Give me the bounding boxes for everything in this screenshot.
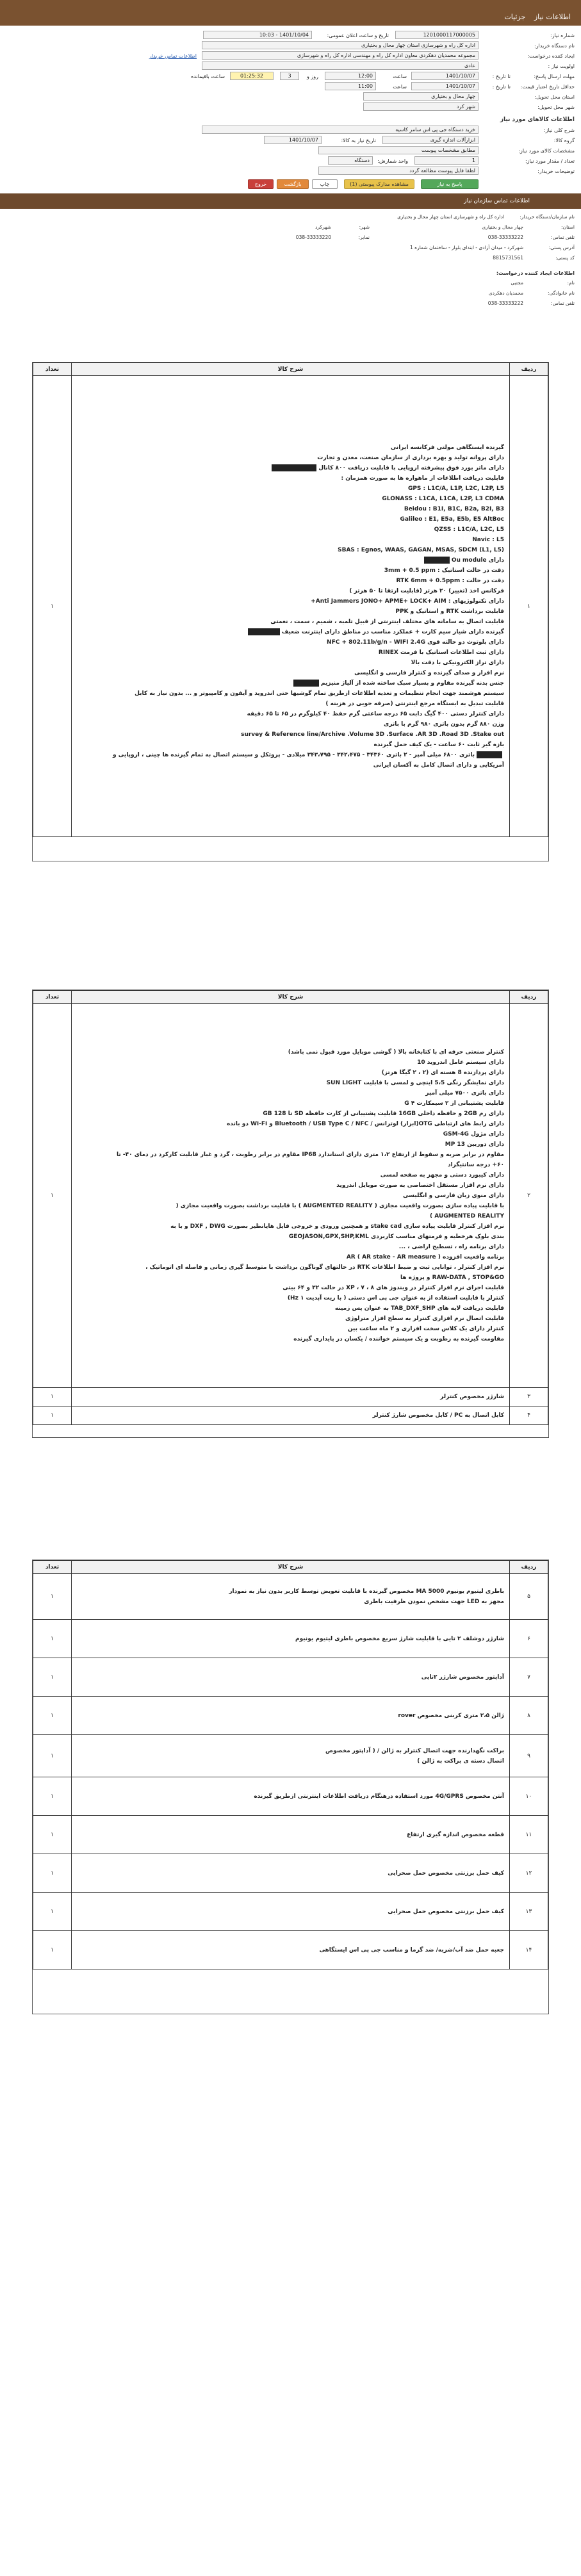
desc-line: قابلیت دریافت لایه های TAB_DXF_SHP به عنوان پس زمینه — [334, 1305, 504, 1312]
row-qty: ۱ — [33, 1777, 72, 1816]
remaining-day-label: روز و — [307, 74, 318, 79]
row-qty: ۱ — [33, 1931, 72, 1969]
desc-line: Galileo : E1, E5a, E5b, E5 AltBoc — [400, 516, 504, 523]
row-number: ۱۲ — [510, 1854, 548, 1893]
desc-line: سیستم هوشمند جهت انجام تنظیمات و تغذیه اطلاعات ازطریق تمام گوشیها حتی اندروید و آیفون و کامپیوتر و ... بدون نیاز به کابل — [135, 690, 504, 697]
contact-name-label: نام: — [567, 280, 575, 286]
validity-hour-label: ساعت — [393, 84, 407, 90]
desc-label: توضیحات خریدار: — [537, 168, 575, 174]
desc-line — [77, 627, 504, 637]
header-desc: شرح کالا — [72, 1561, 510, 1574]
desc-line-text: دارای ماتر بورد فوق پیشرفته اروپایی با قابلیت دریافت ۸۰۰ کانال — [318, 464, 504, 471]
contact-cphone-label: تلفن تماس: — [551, 300, 575, 306]
validity-date-field: 1401/10/07 — [411, 82, 479, 90]
goods-group-label: گروه کالا: — [553, 138, 575, 143]
row-number: ۳ — [510, 1388, 548, 1406]
row-number: ۱۰ — [510, 1777, 548, 1816]
desc-line: AUGMENTED REALITY ) — [430, 1212, 504, 1219]
desc-line: دارای تراز الکترونیکی با دقت بالا — [411, 659, 504, 666]
remaining-time-field: 01:25:32 — [230, 72, 274, 80]
desc-line: ۶۰+ درجه سانتیگراد — [447, 1161, 504, 1168]
redaction-block — [424, 557, 450, 564]
desc-line: نرم افزار و صدای گیرنده و کنترلر فارسی و انگلیسی — [354, 669, 504, 676]
desc-line: قابلیت اتصال به سامانه های مختلف اینترنتی از قبیل تلمبه ، شمیم ، سمت ، نعمتی — [270, 618, 504, 625]
contact-phone-label: تلفن تماس: — [551, 234, 575, 240]
goods-section-title: اطلاعات کالاهای مورد نیاز — [500, 117, 575, 123]
desc-line-text: گیرنده دارای شیار سیم کارت + عملکرد مناسب در مناطق دارای اینترنت ضعیف — [281, 628, 504, 635]
goods-title-label: شرح کلی نیاز: — [543, 127, 575, 133]
row-qty: ۱ — [33, 1406, 72, 1425]
desc-line: قابلیت اتصال نرم افزاری کنترلر به سطح افزار مترلوژی — [345, 1315, 504, 1322]
row-description: آنتن مخصوص 4G/GPRS مورد استفاده درهنگام دریافت اطلاعات اینترنتی ازطریق گیرنده — [72, 1777, 510, 1816]
need-date-label: تاریخ نیاز به کالا: — [341, 138, 376, 143]
row-qty: ۱ — [33, 1697, 72, 1735]
buyer-name-label: نام دستگاه خریدار: — [534, 43, 575, 49]
desc-line: دارای ثبت اطلاعات استاتیک با فرمت RINEX — [378, 649, 504, 656]
row-description — [72, 1574, 510, 1620]
priority-field: عادی — [202, 61, 479, 70]
redaction-block — [248, 628, 280, 635]
row-qty: ۱ — [33, 1620, 72, 1658]
remaining-days-field: 3 — [280, 72, 299, 80]
spec-sheet-3 — [32, 1560, 549, 2014]
creator-label: ایجاد کننده درخواست: — [527, 53, 575, 59]
row-qty: ۱ — [33, 1658, 72, 1697]
redaction-block — [272, 464, 316, 471]
header-desc: شرح کالا — [72, 363, 510, 376]
desc-line: GLONASS : L1CA, L1CA, L2P, L3 CDMA — [382, 495, 504, 502]
row-number: ۱ — [510, 376, 548, 837]
contact-phone: 038-33333222 — [487, 234, 523, 240]
desc-line: قابلیت پشتیبانی از ۲ سیمکارت G ۴ — [404, 1100, 504, 1107]
desc-line: دارای دوربین MP 13 — [445, 1141, 504, 1148]
desc-line: مقاومت گیرنده به رطوبت و یک سیستم خواننده / یکسان در پایداری گیرنده — [293, 1335, 504, 1342]
header-row: ردیف — [510, 363, 548, 376]
desc-line: براکت نگهدارنده جهت اتصال کنترلر به ژالن / ( آداپتور مخصوص — [325, 1747, 504, 1754]
city-field: شهر کرد — [363, 102, 479, 111]
row-description: شارژر مخصوص کنترلر — [72, 1388, 510, 1406]
contact-creator-title: اطلاعات ایجاد کننده درخواست: — [496, 270, 575, 276]
row-qty: ۱ — [33, 1004, 72, 1388]
desc-line: باطری لیتیوم یونیوم 5000 MA مخصوص گیرنده با قابلیت تعویض توسط کاربر بدون نیاز به نمودار — [229, 1588, 504, 1595]
redaction-block — [293, 680, 319, 687]
desc-line: با قابلیت پیاده سازی بصورت واقعیت مجازی ( AUGMENTED REALITY ) با قابلیت برداشت بصورت واقعیت مجازی ( — [176, 1202, 504, 1209]
row-description: کیف حمل برزنتی مخصوص حمل صحرایی — [72, 1854, 510, 1893]
desc-line — [77, 750, 504, 760]
desc-line: دقت در حالت استاتیک : 3mm + 0.5 ppm — [384, 567, 504, 574]
row-number: ۲ — [510, 1004, 548, 1388]
spec-sheet-2 — [32, 990, 549, 1438]
row-number: ۴ — [510, 1406, 548, 1425]
desc-line: گیرنده ایستگاهی مولتی فرکانسه ایرانی — [390, 444, 504, 451]
desc-line: دارای رابط های ارتباطی OTG(ابزار) لوترانس / Bluetooth / USB Type C / NFC و Wi-Fi دو بانده — [226, 1120, 504, 1127]
row-description — [72, 1735, 510, 1777]
desc-line: قابلیت اجرای نرم افزار کنترلر در ویندوز های XP ، ۷ ، ۸ در حالت ۳۲ و ۶۴ بیتی — [282, 1284, 504, 1291]
row-description — [72, 1004, 510, 1388]
desc-line: دارای مژول GSM-4G — [443, 1130, 504, 1137]
contact-cphone: 038-33333222 — [487, 300, 523, 306]
province-label: استان محل تحویل: — [534, 94, 575, 100]
desc-line: دقت در حالت : RTK 6mm + 0.5ppm — [396, 577, 504, 584]
row-number: ۸ — [510, 1697, 548, 1735]
desc-line: دارای برنامه راه ، تسطیح اراضی ، ... — [398, 1243, 504, 1250]
row-number: ۶ — [510, 1620, 548, 1658]
desc-line-text: باتری ۶۸۰۰ میلی آمپر - ۲ باتری ۳۴۳۶۰ - ۳۴۲،۴۷۵ - ۳۴۳،۷۹۵ میلادی - پروتکل و سیستم اتصال به تمام گیرنده ها چینی ، اروپایی و — [113, 751, 475, 758]
breadcrumb-item-info[interactable]: اطلاعات نیاز — [534, 13, 571, 21]
contact-buyer-title: نام سازمان/دستگاه خریدار: — [520, 214, 575, 220]
row-description: کابل اتصال به PC / کابل مخصوص شارژ کنترلر — [72, 1406, 510, 1425]
header-row: ردیف — [510, 1561, 548, 1574]
desc-line: قابلیت برداشت RTK و استاتیک و PPK — [395, 608, 504, 615]
contact-province-label: استان: — [561, 224, 575, 230]
row-number: ۱۳ — [510, 1893, 548, 1931]
creator-field: مجموعه محمدیان دهکردی معاون اداره کل راه و مهندسی اداره کل راه و شهرسازی — [202, 51, 479, 60]
row-number: ۵ — [510, 1574, 548, 1620]
deadline-label: مهلت ارسال پاسخ: — [534, 74, 575, 79]
desc-line: دارای پردازنده 8 هسته ای (۲ ، ۲ گیگا هرتز) — [381, 1069, 504, 1076]
desc-line: اتصال دسته ی براکت به ژالن ) — [417, 1757, 504, 1765]
desc-line: برنامه واقعیت افزوده AR ( AR stake - AR measure ) — [346, 1253, 504, 1260]
goods-group-field: ابزارآلات اندازه گیری — [382, 136, 479, 144]
contact-section — [0, 209, 581, 317]
desc-line: آمریکایی و دارای اتصال کامل به آکسان ایرانی — [373, 762, 504, 769]
validity-label: حداقل تاریخ اعتبار قیمت: — [520, 84, 575, 90]
deadline-date-field: 1401/10/07 — [411, 72, 479, 80]
province-field: چهار محال و بختیاری — [363, 92, 479, 101]
announce-field: 1401/10/04 - 10:03 — [203, 31, 312, 39]
header-qty: تعداد — [33, 991, 72, 1004]
desc-line: مجهز به LED جهت مشخص نمودن ظرفیت باطری — [364, 1598, 504, 1605]
attachments-button[interactable]: مشاهده مدارک پیوستی (1) — [344, 179, 414, 189]
contact-city: شهرکرد — [315, 224, 331, 230]
desc-line: RAW-DATA , STOP&GO و پروژه ها — [400, 1274, 504, 1281]
validity-hour-field: 11:00 — [325, 82, 376, 90]
row-number: ۷ — [510, 1658, 548, 1697]
spec-table-1 — [33, 363, 548, 837]
contact-name: مجتبی — [511, 280, 523, 286]
back-button[interactable]: بازگشت — [277, 179, 309, 189]
deadline-hour-field: 12:00 — [325, 72, 376, 80]
desc-line — [77, 555, 504, 566]
contact-bar: اطلاعات تماس سازمان نیاز — [0, 193, 581, 209]
desc-line: دارای کنترلر دستی ۴۰۰ گیگ دابت ۶۵ درجه ساعتی گرم حفظ ۴۰ کیلوگرم در ۶۵ تا ۶۵ دقیقه — [247, 710, 504, 717]
need-number-label: شماره نیاز: — [550, 33, 575, 38]
desc-line: survey & Reference line/Archive .Volume 3D .Surface .AR 3D .Road 3D .Stake out — [241, 731, 504, 738]
unit-label: واحد شمارش: — [377, 158, 408, 164]
contact-family: محمدیان دهکردی — [488, 290, 523, 296]
need-date-field: 1401/10/07 — [264, 136, 322, 144]
desc-line: بندی بلوک هرخطیه و فرمتهای مناسب کاربردی GEOJASON,GPX,SHP,KML — [288, 1233, 504, 1240]
contact-buyer-org: اداره کل راه و شهرسازی استان چهار محال و بختیاری — [397, 214, 504, 220]
desc-line: دارای پروانه تولید و بهره برداری از سازمان صنعت، معدن و تجارت — [317, 454, 504, 461]
contact-province: چهار محال و بختیاری — [482, 224, 523, 230]
desc-line: GPS : L1C/A, L1P, L2C, L2P, L5 — [407, 485, 504, 492]
header-row: ردیف — [510, 991, 548, 1004]
contact-address: شهرکرد - میدان آزادی - ابتدای بلوار - ساختمان شماره 1 — [409, 245, 523, 250]
desc-line — [77, 463, 504, 473]
validity-until-label: تا تاریخ : — [492, 84, 511, 90]
breadcrumb — [498, 13, 571, 21]
contact-address-label: آدرس پستی: — [548, 245, 575, 250]
goods-title-field: خرید دستگاه جی پی اس سامر کاسیه — [202, 126, 479, 134]
desc-line: نرم افزار کنترلر قابلیت پیاده سازی stake cad و همچنین ورودی و خروجی فایل هایانظیر بصورت DXF , DWG و با به — [170, 1223, 504, 1230]
desc-line: دارای رم 2GB و حافظه داخلی 16GB قابلیت پشتیبانی از کارت حافظه SD تا 128 GB — [263, 1110, 504, 1117]
row-qty: ۱ — [33, 1735, 72, 1777]
unit-field: دستگاه — [328, 156, 373, 165]
reply-button[interactable]: پاسخ به نیاز — [421, 179, 479, 189]
top-header — [0, 0, 581, 26]
priority-label: اولویت نیاز : — [548, 63, 575, 69]
deadline-until-label: تا تاریخ : — [492, 74, 511, 79]
row-qty: ۱ — [33, 1388, 72, 1406]
desc-line: دارای بلوتوث دو حالته قوی NFC + 802.11b/g/n - WIFI 2.4G — [327, 639, 504, 646]
deadline-hour-label: ساعت — [393, 74, 407, 79]
desc-line: دارای باتری ۷۵۰۰ میلی آمپر — [425, 1089, 504, 1096]
desc-line-text: جنس بدنه گیرنده مقاوم و بسیار سبک ساخته شده از آلیاژ منیزیم — [320, 680, 504, 687]
need-number-field: 1201000117000005 — [395, 31, 479, 39]
desc-line-text: دارای Ou module — [451, 557, 504, 564]
header-qty: تعداد — [33, 363, 72, 376]
row-description: ژالن ۲،۵ متری کربنی مخصوص rover — [72, 1697, 510, 1735]
row-description — [72, 376, 510, 837]
row-qty: ۱ — [33, 1893, 72, 1931]
header-qty: تعداد — [33, 1561, 72, 1574]
header-desc: شرح کالا — [72, 991, 510, 1004]
row-description: شارژر دوشلف ۲ تایی با قابلیت شارژ سریع مخصوص باطری لیتیوم یونیوم — [72, 1620, 510, 1658]
desc-line: وزن ۸۸۰ گرم بدون باتری ۹۸۰ گرم با باتری — [384, 721, 504, 728]
specs-field: مطابق مشخصات پیوست — [318, 146, 479, 154]
desc-line: دارای منوی زبان فارسی و انگلیسی — [403, 1192, 504, 1199]
desc-line: دارای سیستم عامل اندروید 10 — [417, 1059, 504, 1066]
contact-family-label: نام خانوادگی: — [547, 290, 575, 296]
spec-table-2 — [33, 990, 548, 1425]
exit-button[interactable]: خروج — [248, 179, 274, 189]
contact-fax-label: نمابر: — [358, 234, 370, 240]
contact-fax: 038-33333220 — [295, 234, 331, 240]
row-description: آداپتور مخصوص شارژر ۲تایی — [72, 1658, 510, 1697]
row-qty: ۱ — [33, 1854, 72, 1893]
desc-line: دارای نمایشگر رنگی 5،5 اینچی و لمسی با قابلیت SUN LIGHT — [326, 1079, 504, 1086]
row-description: قطعه مخصوص اندازه گیری ارتفاع — [72, 1816, 510, 1854]
city-label: شهر محل تحویل: — [537, 104, 575, 110]
row-number: ۱۴ — [510, 1931, 548, 1969]
contact-city-label: شهر: — [359, 224, 370, 230]
row-number: ۱۱ — [510, 1816, 548, 1854]
spec-table-3 — [33, 1560, 548, 1969]
spec-sheet-1 — [32, 362, 549, 861]
announce-label: تاریخ و ساعت اعلان عمومی: — [327, 33, 389, 38]
desc-line: Beidou : B1I, B1C, B2a, B2I, B3 — [404, 505, 504, 512]
row-qty: ۱ — [33, 1574, 72, 1620]
desc-line: فرکانس اخذ (تغییر) ۲۰ هرتز (قابلیت ارتقا تا ۵۰ هرتز ) — [349, 587, 504, 594]
desc-line: بازه گیر ثابت ۶۰ ساعت - یک کیف حمل گیرنده — [373, 741, 504, 748]
print-button[interactable]: چاپ — [312, 179, 338, 189]
row-qty: ۱ — [33, 376, 72, 837]
qty-label: تعداد / مقدار مورد نیاز: — [525, 158, 575, 164]
desc-line: دارای کیبورد دستی و مجهز به صفحه لمسی — [380, 1171, 504, 1178]
row-description: کیف حمل برزنتی مخصوص حمل صحرایی — [72, 1893, 510, 1931]
need-form — [0, 26, 581, 209]
desc-line: دارای نرم افزار مستقل اختصاصی به صورت موبایل اندروید — [336, 1182, 504, 1189]
redaction-block — [477, 751, 502, 758]
desc-line: SBAS : Egnos, WAAS, GAGAN, MSAS, SDCM (L1, L5) — [338, 546, 504, 553]
buyer-contact-link[interactable]: اطلاعات تماس خریدار — [149, 53, 197, 59]
row-qty: ۱ — [33, 1816, 72, 1854]
desc-line: QZSS : L1C/A, L2C, L5 — [434, 526, 504, 533]
qty-field: 1 — [414, 156, 479, 165]
desc-field: لطفا فایل پیوست مطالعه گردد — [318, 167, 479, 175]
desc-line: Navic : L5 — [472, 536, 504, 543]
desc-line — [77, 678, 504, 689]
desc-line: کنترلر دارای یک کلاس سخت افزاری و ۲ ماه ساعت بین — [347, 1325, 504, 1332]
desc-line: نرم افزار کنترلر ، توانایی ثبت و ضبط اطلاعات RTK در حالتهای گوناگون برداشت با متوسط گیری زمانی و فاصله ای اتوماتیک ، — [145, 1264, 504, 1271]
desc-line: کنترلر صنعتی حرفه ای با کتابخانه بالا ( گوشی موبایل مورد قبول نمی باشد) — [288, 1048, 504, 1056]
desc-line: قابلیت تبدیل به ایستگاه مرجع اینترنتی (صرفه جویی در هزینه ) — [325, 700, 504, 707]
contact-postal-label: کد پستی: — [555, 255, 575, 261]
row-number: ۹ — [510, 1735, 548, 1777]
specs-label: مشخصات کالای مورد نیاز: — [518, 148, 575, 154]
desc-line: کنترلر با قابلیت استفاده از به عنوان جی پی اس دستی ( با ریت آپدیت Hz ۱) — [287, 1294, 504, 1301]
contact-postal: 8815731561 — [493, 255, 523, 261]
desc-line: دارای تکنولوژیهای : Anti Jammers JONO+ APME+ LOCK+ AIM+ — [311, 598, 504, 605]
breadcrumb-item-details[interactable]: جزئیات — [504, 13, 526, 21]
remaining-suffix: ساعت باقیمانده — [191, 74, 225, 79]
row-description: جعبه حمل ضد آب/ضربه/ ضد گرما و مناسب جی پی اس ایستگاهی — [72, 1931, 510, 1969]
desc-line: مقاوم در برابر ضربه و سقوط از ارتفاع ۱،۲ متری دارای استاندارد IP68 مقاوم در برابر رطوبت ، گرد و غبار قابلیت کارکرد در دمای ۴۰- تا — [117, 1151, 504, 1158]
buyer-name-field: اداره کل راه و شهرسازی استان چهار محال و بختیاری — [202, 41, 479, 49]
desc-line: قابلیت دریافت اطلاعات از ماهواره ها به صورت همزمان : — [341, 475, 504, 482]
